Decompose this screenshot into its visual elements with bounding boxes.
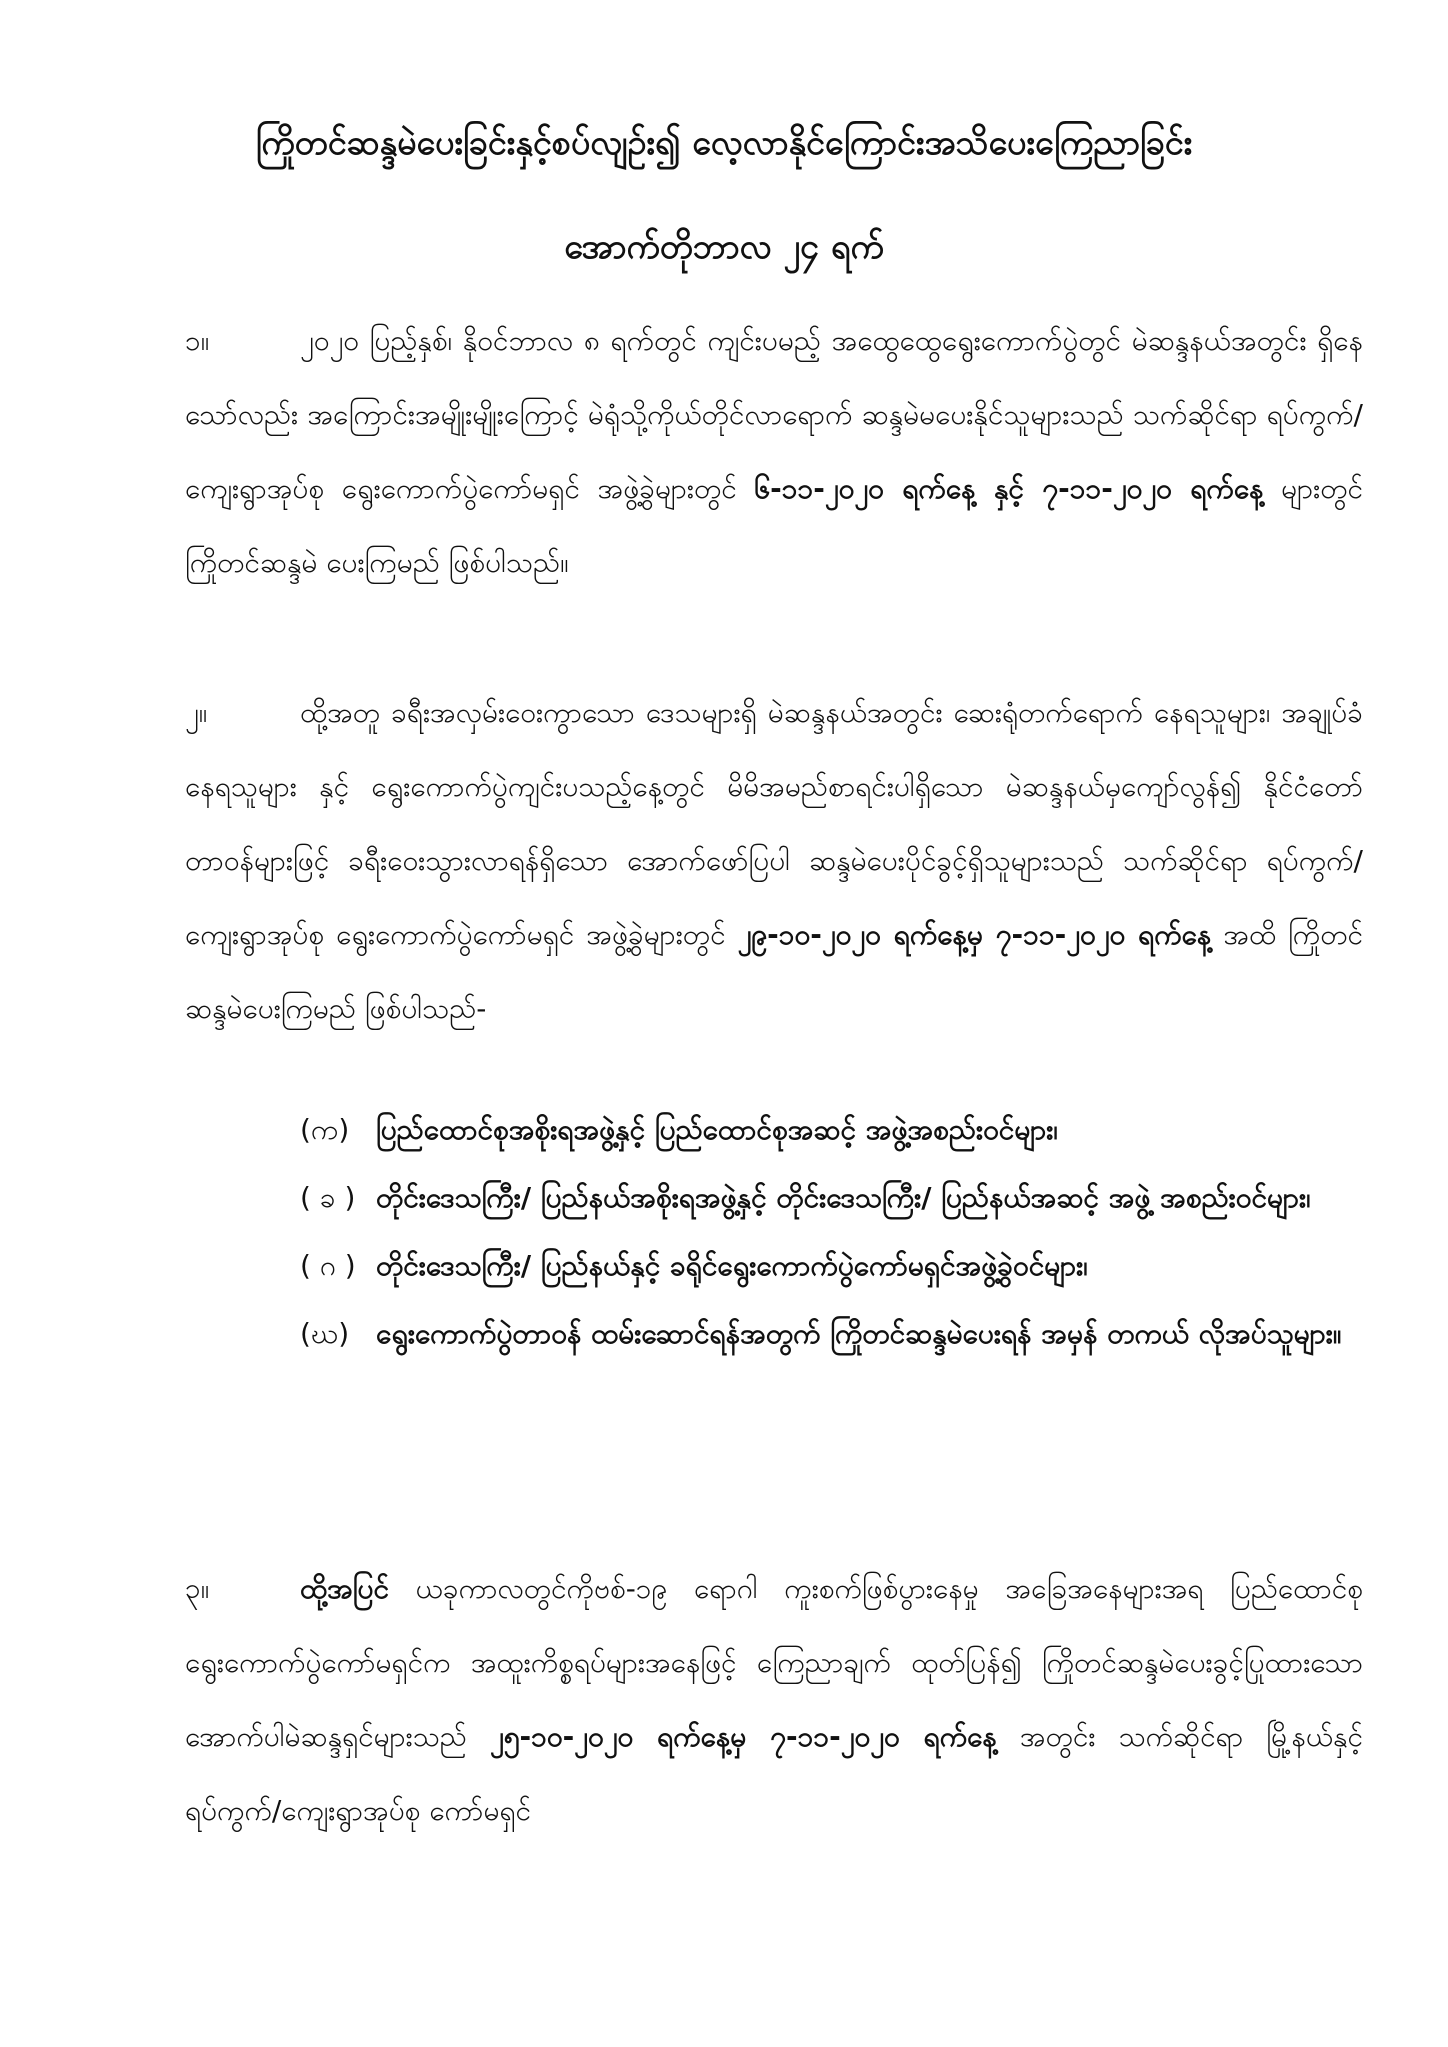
paragraph-1 [185,304,1363,600]
list-marker: ( ဂ ) [300,1249,356,1282]
document-date: အောက်တိုဘာလ ၂၄ ရက် [564,227,884,267]
paragraph-3 [185,1552,1363,1848]
paragraph-text: အတွင်း သက်ဆိုင်ရာ မြို့နယ်နှင့် ရပ်ကွက်/ကျေးရွာအုပ်စု ကော်မရှင် [185,1720,1363,1827]
paragraph-number: ၂။ [185,696,208,729]
paragraph-date-range: ၂၅-၁၀-၂၀၂၀ ရက်နေ့မှ ၇-၁၁-၂၀၂၀ ရက်နေ့ [489,1720,997,1753]
paragraph-date-range: ၆-၁၁-၂၀၂၀ ရက်နေ့ နှင့် ၇-၁၁-၂၀၂၀ ရက်နေ့ [754,472,1264,505]
paragraph-date-range: ၂၉-၁၀-၂၀၂၀ ရက်နေ့မှ ၇-၁၁-၂၀၂၀ ရက်နေ့ [737,918,1212,951]
paragraph-text: ယခုကာလတွင်ကိုဗစ်-၁၉ ရောဂါ ကူးစက်ဖြစ်ပွားနေမှု အခြေအနေများအရ ပြည်ထောင်စုရွေးကောက်ပွဲကော်မရှင်က အထူးကိစ္စရပ်များအနေဖြင့် ကြေညာချက် ထုတ်ပြန်၍ ကြိုတင်ဆန္ဒမဲပေးခွင့်ပြုထားသော အောက်ပါမဲဆန္ဒရှင်များသည် [185,1572,1363,1753]
list-item-text: တိုင်းဒေသကြီး/ ပြည်နယ်အစိုးရအဖွဲ့နှင့် တိုင်းဒေသကြီး/ ပြည်နယ်အဆင့် အဖွဲ့ အစည်းဝင်များ၊ [376,1181,1311,1214]
paragraph-number: ၁။ [185,324,210,357]
paragraph-text: များတွင် ကြိုတင်ဆန္ဒမဲ ပေးကြမည် ဖြစ်ပါသည်။ [185,472,1363,579]
list-item-text: ရွေးကောက်ပွဲတာဝန် ထမ်းဆောင်ရန်အတွက် ကြိုတင်ဆန္ဒမဲပေးရန် အမှန် တကယ် လိုအပ်သူများ။ [376,1317,1342,1350]
paragraph-2 [185,676,1363,1046]
list-item [300,1300,1363,1368]
eligible-voter-list [300,1096,1363,1368]
paragraph-text: ၂၀၂၀ ပြည့်နှစ်၊ နိုဝင်ဘာလ ၈ ရက်တွင် ကျင်းပမည့် အထွေထွေရွေးကောက်ပွဲတွင် မဲဆန္ဒနယ်အတွင်း ရှိနေသော်လည်း အကြောင်းအမျိုးမျိုးကြောင့် မဲရုံသို့ကိုယ်တိုင်လာရောက် ဆန္ဒမဲမပေးနိုင်သူများသည် သက်ဆိုင်ရာ ရပ်ကွက်/ကျေးရွာအုပ်စု ရွေးကောက်ပွဲကော်မရှင် အဖွဲ့ခွဲများတွင် [185,324,1363,505]
paragraph-lead: ထို့အပြင် [300,1572,389,1605]
list-item [300,1096,1363,1164]
list-marker: (က) [300,1113,350,1146]
paragraph-text: ထို့အတူ ခရီးအလှမ်းဝေးကွာသော ဒေသများရှိ မဲဆန္ဒနယ်အတွင်း ဆေးရုံတက်ရောက် နေရသူများ၊ အချုပ်ခံနေရသူများ နှင့် ရွေးကောက်ပွဲကျင်းပသည့်နေ့တွင် မိမိအမည်စာရင်းပါရှိသော မဲဆန္ဒနယ်မှကျော်လွန်၍ နိုင်ငံတော်တာဝန်များဖြင့် ခရီးဝေးသွားလာရန်ရှိသော အောက်ဖော်ပြပါ ဆန္ဒမဲပေးပိုင်ခွင့်ရှိသူများသည် သက်ဆိုင်ရာ ရပ်ကွက်/ကျေးရွာအုပ်စု ရွေးကောက်ပွဲကော်မရှင် အဖွဲ့ခွဲများတွင် [185,696,1363,951]
list-item [300,1164,1363,1232]
list-item-text: တိုင်းဒေသကြီး/ ပြည်နယ်နှင့် ခရိုင်ရွေးကောက်ပွဲကော်မရှင်အဖွဲ့ခွဲဝင်များ၊ [376,1249,1088,1282]
list-item-text: ပြည်ထောင်စုအစိုးရအဖွဲ့နှင့် ပြည်ထောင်စုအဆင့် အဖွဲ့အစည်းဝင်များ၊ [376,1113,1058,1146]
paragraph-text: အထိ ကြိုတင်ဆန္ဒမဲပေးကြမည် ဖြစ်ပါသည်- [185,918,1363,1025]
list-marker: (ဃ) [300,1317,350,1350]
document-title: ကြိုတင်ဆန္ဒမဲပေးခြင်းနှင့်စပ်လျဉ်း၍ လေ့လာနိုင်ကြောင်းအသိပေးကြေညာခြင်း [255,123,1193,163]
list-marker: ( ခ ) [300,1181,356,1214]
paragraph-number: ၃။ [185,1572,210,1605]
list-item [300,1232,1363,1300]
